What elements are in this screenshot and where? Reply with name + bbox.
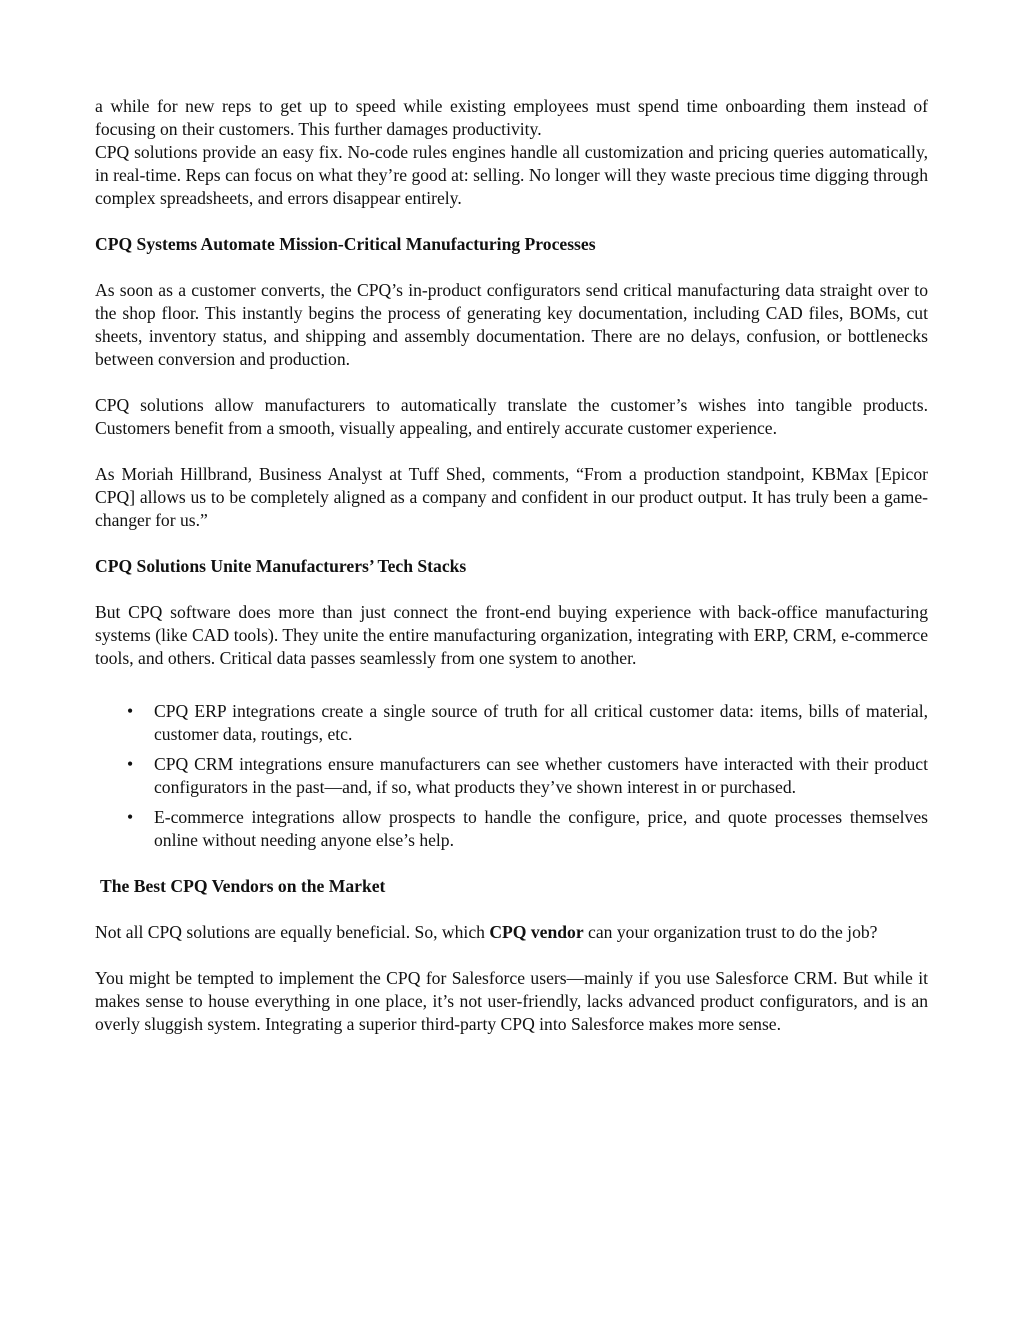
document-page — [95, 95, 928, 1036]
integrations-list — [95, 700, 928, 852]
list-item-text: CPQ ERP integrations create a single source of truth for all critical customer data: items, bills of material, customer data, routings, etc. — [154, 701, 928, 744]
bullet-icon: • — [127, 754, 134, 774]
paragraph-unite: But CPQ software does more than just connect the front-end buying experience with back-office manufacturing systems (like CAD tools). They unite the entire manufacturing organization, integrating with ERP, CRM, e-commerce tools, and others. Critical data passes seamlessly from one system to another. — [95, 602, 928, 668]
paragraph-easy-fix: CPQ solutions provide an easy fix. No-code rules engines handle all customization and pricing queries automatically, in real-time. Reps can focus on what they’re good at: selling. No longer will they waste precious time digging through complex spreadsheets, and errors disappear entirely. — [95, 142, 928, 208]
text-segment: Not all CPQ solutions are equally beneficial. So, which — [95, 922, 490, 942]
text-segment: can your organization trust to do the job? — [583, 922, 878, 942]
heading-best-vendors: The Best CPQ Vendors on the Market — [100, 876, 386, 896]
list-item — [95, 806, 928, 852]
paragraph-configurators: As soon as a customer converts, the CPQ’s in-product configurators send critical manufacturing data straight over to the shop floor. This instantly begins the process of generating key documentation, including CAD files, BOMs, cut sheets, inventory status, and shipping and assembly documentation. There are no delays, confusion, or bottlenecks between conversion and production. — [95, 280, 928, 369]
list-item-text: CPQ CRM integrations ensure manufacturers can see whether customers have interacted with their product configurators in the past—and, if so, what products they’ve shown interest in or purchased. — [154, 754, 928, 797]
heading-automate-processes: CPQ Systems Automate Mission-Critical Manufacturing Processes — [95, 234, 596, 254]
bold-term: CPQ vendor — [489, 922, 584, 942]
paragraph-onboarding: a while for new reps to get up to speed while existing employees must spend time onboarding them instead of focusing on their customers. This further damages productivity. — [95, 96, 928, 139]
list-item-text: E-commerce integrations allow prospects to handle the configure, price, and quote processes themselves online without needing anyone else’s help. — [154, 807, 928, 850]
bullet-icon: • — [127, 807, 134, 827]
bullet-icon: • — [127, 701, 134, 721]
paragraph-translate-wishes: CPQ solutions allow manufacturers to automatically translate the customer’s wishes into tangible products. Customers benefit from a smooth, visually appealing, and entirely accurate customer experience. — [95, 395, 928, 438]
paragraph-salesforce: You might be tempted to implement the CPQ for Salesforce users—mainly if you use Salesforce CRM. But while it makes sense to house everything in one place, it’s not user-friendly, lacks advanced product configurators, and is an overly sluggish system. Integrating a superior third-party CPQ into Salesforce makes more sense. — [95, 968, 928, 1034]
heading-tech-stacks: CPQ Solutions Unite Manufacturers’ Tech Stacks — [95, 556, 467, 576]
paragraph-quote: As Moriah Hillbrand, Business Analyst at Tuff Shed, comments, “From a production standpoint, KBMax [Epicor CPQ] allows us to be completely aligned as a company and confident in our product output. It has truly been a game-changer for us.” — [95, 464, 928, 530]
paragraph-which-vendor — [95, 921, 928, 944]
list-item — [95, 753, 928, 799]
list-item — [95, 700, 928, 746]
